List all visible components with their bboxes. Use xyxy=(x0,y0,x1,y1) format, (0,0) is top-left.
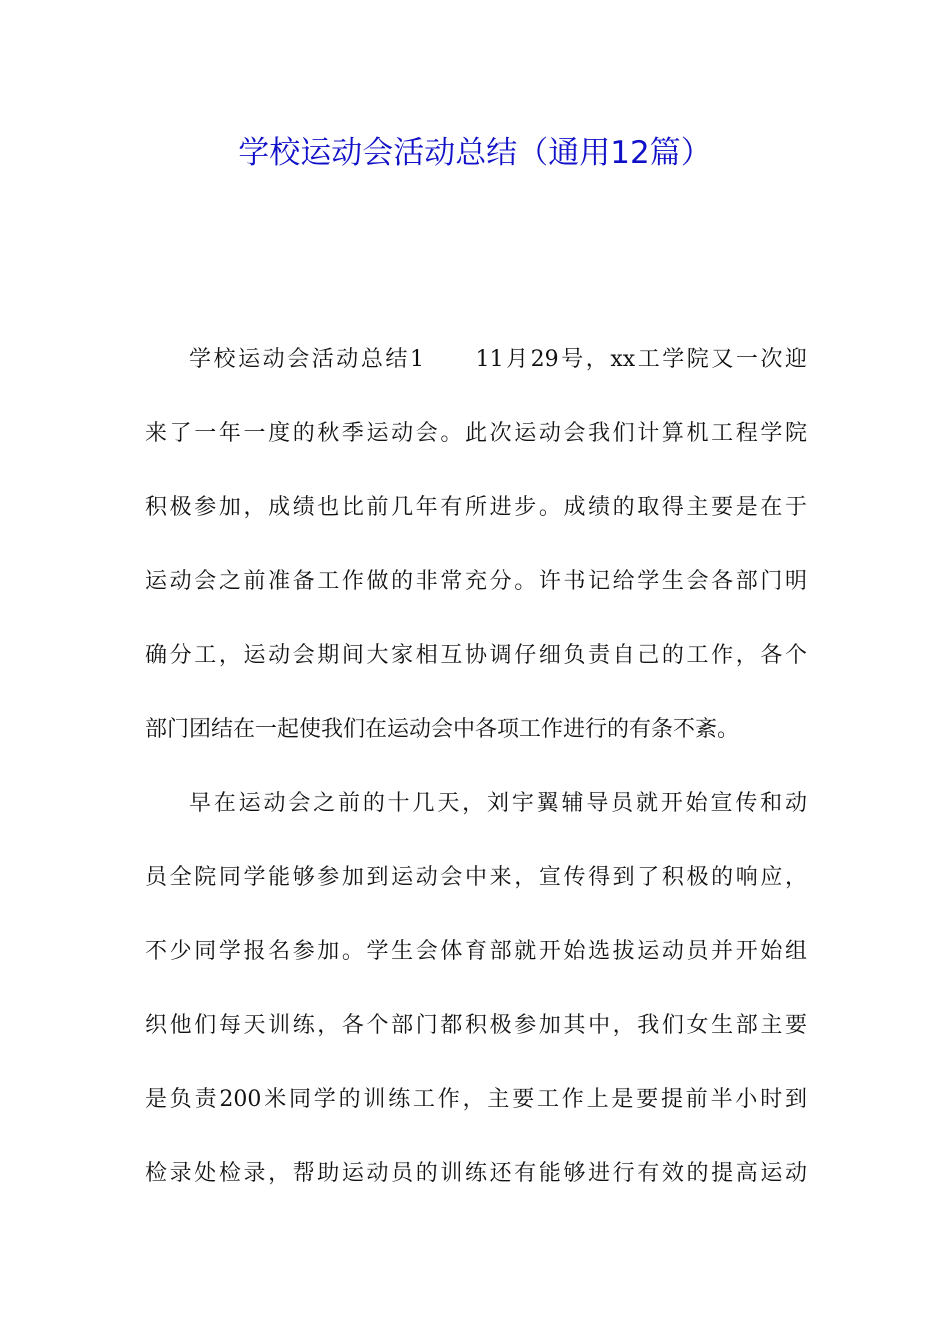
paragraph-line: 员全院同学能够参加到运动会中来，宣传得到了积极的响应， xyxy=(145,865,807,890)
paragraph-line: 织他们每天训练，各个部门都积极参加其中，我们女生部主要 xyxy=(145,1013,807,1038)
paragraph-line: 确分工，运动会期间大家相互协调仔细负责自己的工作，各个 xyxy=(145,643,807,668)
paragraph-line: 部门团结在一起使我们在运动会中各项工作进行的有条不紊。 xyxy=(145,717,740,742)
paragraph-line: 积极参加，成绩也比前几年有所进步。成绩的取得主要是在于 xyxy=(145,495,807,520)
paragraph-line: 早在运动会之前的十几天，刘宇翼辅导员就开始宣传和动 xyxy=(189,791,807,816)
paragraph-line: 来了一年一度的秋季运动会。此次运动会我们计算机工程学院 xyxy=(145,421,807,446)
document-body xyxy=(145,335,807,1223)
paragraph-line: 是负责200米同学的训练工作，主要工作上是要提前半小时到 xyxy=(145,1087,807,1112)
paragraph-line: 学校运动会活动总结1 11月29号，xx工学院又一次迎 xyxy=(189,347,807,372)
paragraph-line: 不少同学报名参加。学生会体育部就开始选拔运动员并开始组 xyxy=(145,939,807,964)
paragraph-line: 运动会之前准备工作做的非常充分。许书记给学生会各部门明 xyxy=(145,569,807,594)
document-title: 学校运动会活动总结（通用12篇） xyxy=(238,135,712,171)
paragraph-line: 检录处检录，帮助运动员的训练还有能够进行有效的提高运动 xyxy=(145,1161,807,1186)
